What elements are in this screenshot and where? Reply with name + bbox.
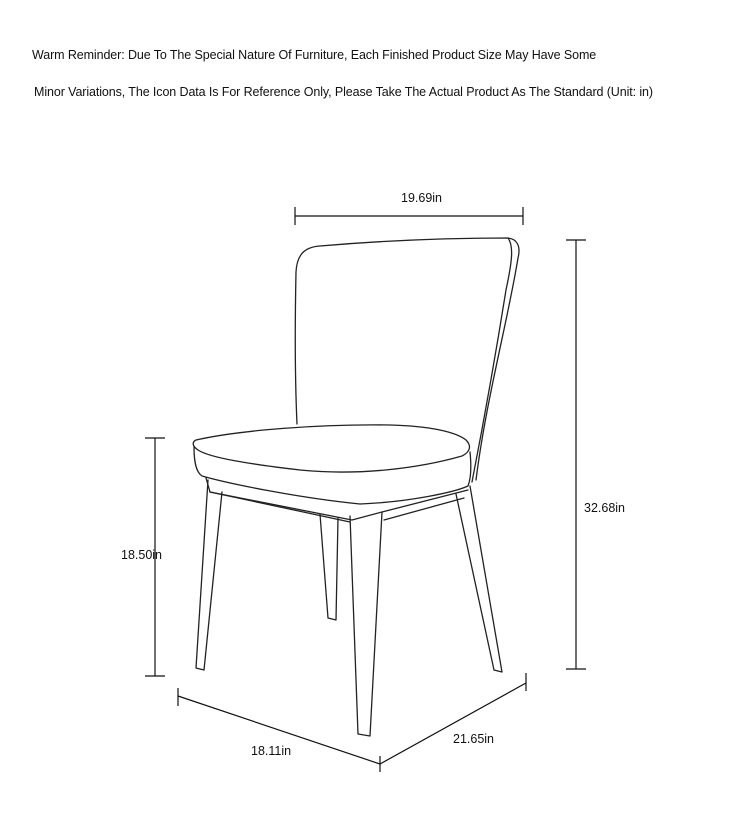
back-width-dimension bbox=[295, 191, 523, 225]
chair-leg-back-left bbox=[320, 514, 338, 620]
width-label: 18.11in bbox=[251, 744, 292, 758]
depth-dimension bbox=[380, 673, 526, 772]
chair-seat-top bbox=[193, 425, 469, 472]
reminder-line-1: Warm Reminder: Due To The Special Nature Of Furniture, Each Finished Product Size May Have Some bbox=[32, 48, 597, 62]
chair-backrest bbox=[295, 238, 519, 480]
depth-label: 21.65in bbox=[453, 732, 495, 746]
width-dimension bbox=[178, 688, 380, 764]
total-height-dimension bbox=[566, 240, 625, 669]
chair-leg-back-right bbox=[456, 486, 502, 672]
chair-backrest-edge bbox=[472, 238, 512, 482]
seat-height-label: 18.50in bbox=[121, 548, 163, 562]
back-width-label: 19.69in bbox=[401, 191, 443, 205]
seat-height-dimension bbox=[121, 438, 165, 676]
chair-illustration bbox=[193, 238, 519, 736]
chair-seat-side bbox=[194, 447, 471, 504]
reminder-line-2: Minor Variations, The Icon Data Is For Reference Only, Please Take The Actual Product As The Standard (Unit: in) bbox=[34, 85, 653, 99]
chair-leg-front-left bbox=[196, 480, 222, 670]
total-height-label: 32.68in bbox=[584, 501, 626, 515]
chair-leg-front-right bbox=[350, 512, 382, 736]
